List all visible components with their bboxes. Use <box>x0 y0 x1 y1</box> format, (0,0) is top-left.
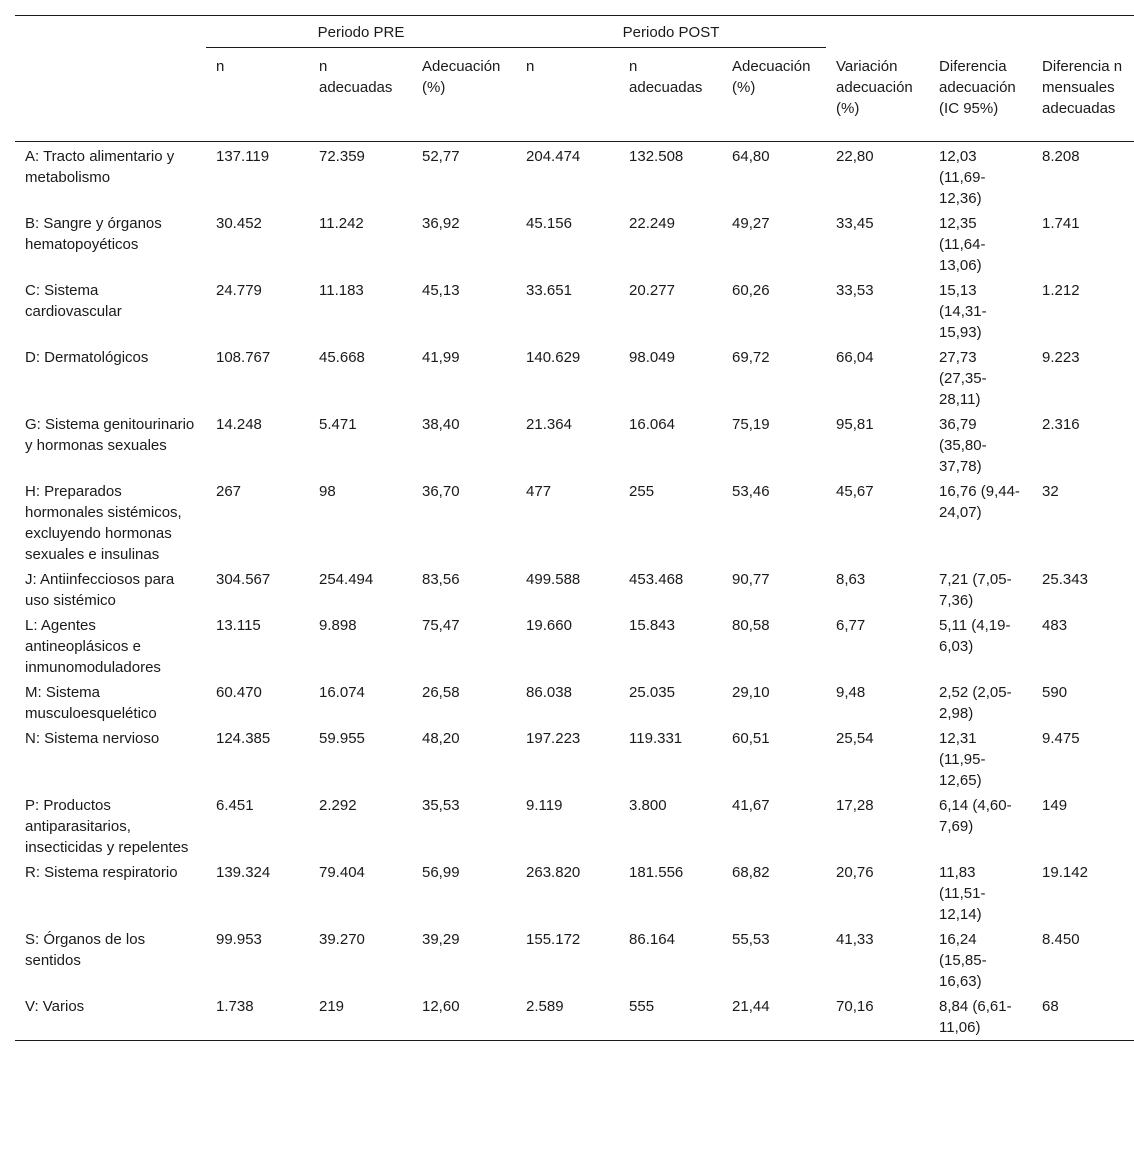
table-cell: 12,35 (11,64-13,06) <box>939 215 986 274</box>
table-cell: 26,58 <box>422 684 460 701</box>
table-cell: 53,46 <box>732 483 770 500</box>
table-cell: 99.953 <box>216 931 262 948</box>
table-cell: 17,28 <box>836 797 874 814</box>
row-label: H: Preparados hormonales sistémicos, excluyendo hormonas sexuales e insulinas <box>25 483 182 563</box>
table-cell: 95,81 <box>836 416 874 433</box>
table-cell: 21,44 <box>722 992 826 1041</box>
table-cell: 1.741 <box>1042 215 1080 232</box>
table-cell: 33.651 <box>526 282 572 299</box>
table-cell: 7,21 (7,05-7,36) <box>939 571 1012 609</box>
table-cell: 2.292 <box>319 797 357 814</box>
table-cell: 98 <box>319 483 336 500</box>
table-cell: 60.470 <box>216 684 262 701</box>
table-cell: 590 <box>1042 684 1068 701</box>
table-cell: 33,45 <box>836 215 874 232</box>
table-cell: 155.172 <box>526 931 581 948</box>
table-cell: 5.471 <box>319 416 357 433</box>
table-cell: 36,92 <box>422 215 460 232</box>
table-cell: 55,53 <box>732 931 770 948</box>
table-cell: 6,14 (4,60-7,69) <box>939 797 1012 835</box>
table-cell: 69,72 <box>732 349 770 366</box>
table-cell: 453.468 <box>629 571 684 588</box>
table-cell: 49,27 <box>732 215 770 232</box>
table-cell: 64,80 <box>732 148 770 165</box>
table-cell: 477 <box>526 483 552 500</box>
table-row <box>15 410 1134 477</box>
col-header-pre-n: n <box>216 58 225 75</box>
row-label: G: Sistema genitourinario y hormonas sexuales <box>25 416 195 454</box>
table-cell: 19.660 <box>526 617 572 634</box>
table-cell: 56,99 <box>422 864 460 881</box>
row-label: N: Sistema nervioso <box>25 730 160 747</box>
table-cell: 2,52 (2,05-2,98) <box>939 684 1012 722</box>
table-cell: 60,51 <box>732 730 770 747</box>
table-cell: 90,77 <box>732 571 770 588</box>
table-cell: 132.508 <box>629 148 684 165</box>
table-cell: 19.142 <box>1042 864 1088 881</box>
table-cell: 25.035 <box>629 684 675 701</box>
table-cell: 45.156 <box>526 215 572 232</box>
table-cell: 32 <box>1042 483 1059 500</box>
table-cell: 9.119 <box>526 797 563 814</box>
results-table <box>15 15 1134 1041</box>
table-cell: 24.779 <box>216 282 262 299</box>
table-cell: 68,82 <box>732 864 770 881</box>
table-cell: 48,20 <box>422 730 460 747</box>
row-label: A: Tracto alimentario y metabolismo <box>25 148 175 186</box>
row-label: L: Agentes antineoplásicos e inmunomoduladores <box>25 617 161 676</box>
table-row <box>15 276 1134 343</box>
table-cell: 137.119 <box>216 148 270 165</box>
table-row <box>15 858 1134 925</box>
row-label: R: Sistema respiratorio <box>25 864 178 881</box>
table-cell: 16.074 <box>319 684 365 701</box>
table-cell: 12,60 <box>412 992 516 1041</box>
table-cell: 35,53 <box>422 797 460 814</box>
table-row <box>15 925 1134 992</box>
col-header-diferencia-mensual: Diferencia n mensuales adecuadas <box>1042 57 1123 117</box>
table-row <box>15 791 1134 858</box>
table-row <box>15 565 1134 611</box>
table-cell: 12,31 (11,95-12,65) <box>939 730 986 789</box>
table-cell: 11,83 (11,51-12,14) <box>939 864 986 923</box>
table-cell: 9,48 <box>836 684 866 701</box>
col-header-pre-adecuacion: Adecuación (%) <box>422 58 501 96</box>
table-cell: 16.064 <box>629 416 675 433</box>
table-cell: 8,84 (6,61-11,06) <box>929 992 1032 1041</box>
table-cell: 139.324 <box>216 864 271 881</box>
table-row <box>15 724 1134 791</box>
row-label: M: Sistema musculoesquelético <box>25 684 157 722</box>
table-row <box>15 678 1134 724</box>
table-row <box>15 209 1134 276</box>
table-cell: 140.629 <box>526 349 581 366</box>
table-cell: 9.898 <box>319 617 357 634</box>
table-cell: 8.450 <box>1042 931 1080 948</box>
table-cell: 9.475 <box>1042 730 1080 747</box>
table-cell: 41,33 <box>836 931 874 948</box>
table-cell: 16,76 (9,44-24,07) <box>939 483 1020 521</box>
table-cell: 555 <box>619 992 722 1041</box>
table-cell: 263.820 <box>526 864 581 881</box>
table-cell: 254.494 <box>319 571 374 588</box>
group-header-post: Periodo POST <box>516 16 826 48</box>
table-cell: 8.208 <box>1042 148 1080 165</box>
table-cell: 20.277 <box>629 282 675 299</box>
table-cell: 108.767 <box>216 349 271 366</box>
table-cell: 66,04 <box>836 349 874 366</box>
table-cell: 33,53 <box>836 282 874 299</box>
row-label: P: Productos antiparasitarios, insecticidas y repelentes <box>25 797 189 856</box>
row-label: D: Dermatológicos <box>25 349 149 366</box>
table-cell: 36,70 <box>422 483 460 500</box>
table-cell: 255 <box>629 483 655 500</box>
table-cell: 149 <box>1042 797 1068 814</box>
table-cell: 13.115 <box>216 617 261 634</box>
table-cell: 39,29 <box>422 931 460 948</box>
table-cell: 20,76 <box>836 864 874 881</box>
table-cell: 119.331 <box>629 730 683 747</box>
table-row <box>15 992 1134 1041</box>
table-row <box>15 142 1134 210</box>
col-header-variacion: Variación adecuación (%) <box>836 57 913 117</box>
col-header-diferencia-ic: Diferencia adecuación (IC 95%) <box>939 57 1016 117</box>
table-cell: 15,13 (14,31-15,93) <box>939 282 987 341</box>
table-row <box>15 611 1134 678</box>
table-cell: 124.385 <box>216 730 271 747</box>
table-cell: 45,67 <box>836 483 874 500</box>
table-cell: 75,47 <box>422 617 460 634</box>
table-cell: 22,80 <box>836 148 874 165</box>
table-cell: 52,77 <box>422 148 460 165</box>
table-cell: 29,10 <box>732 684 770 701</box>
row-label: J: Antiinfecciosos para uso sistémico <box>25 571 175 609</box>
table-cell: 83,56 <box>422 571 460 588</box>
table-row <box>15 477 1134 565</box>
row-label: S: Órganos de los sentidos <box>25 931 146 969</box>
table-cell: 3.800 <box>629 797 667 814</box>
table-cell: 86.164 <box>629 931 675 948</box>
table-cell: 204.474 <box>526 148 581 165</box>
table-cell: 11.242 <box>319 215 364 232</box>
table-cell: 6,77 <box>836 617 866 634</box>
table-cell: 72.359 <box>319 148 365 165</box>
table-cell: 5,11 (4,19-6,03) <box>939 617 1011 655</box>
table-cell: 86.038 <box>526 684 572 701</box>
table-cell: 499.588 <box>526 571 581 588</box>
table-cell: 45.668 <box>319 349 365 366</box>
table-cell: 267 <box>216 483 242 500</box>
table-cell: 1.738 <box>206 992 309 1041</box>
table-cell: 30.452 <box>216 215 262 232</box>
table-cell: 36,79 (35,80-37,78) <box>939 416 987 475</box>
header-empty-cell <box>15 16 206 48</box>
table-cell: 6.451 <box>216 797 254 814</box>
table-cell: 304.567 <box>216 571 271 588</box>
row-label: B: Sangre y órganos hematopoyéticos <box>25 215 162 253</box>
table-body <box>15 142 1134 1041</box>
table-cell: 11.183 <box>319 282 364 299</box>
row-label: V: Varios <box>15 992 206 1041</box>
table-cell: 12,03 (11,69-12,36) <box>939 148 986 207</box>
table-cell: 181.556 <box>629 864 684 881</box>
row-label: C: Sistema cardiovascular <box>25 282 122 320</box>
col-header-post-adecuacion: Adecuación (%) <box>732 58 811 96</box>
table-cell: 60,26 <box>732 282 770 299</box>
group-header-pre: Periodo PRE <box>206 16 516 48</box>
table-cell: 1.212 <box>1042 282 1080 299</box>
table-cell: 39.270 <box>319 931 365 948</box>
col-header-pre-n-adecuadas: n adecuadas <box>319 58 393 96</box>
table-cell: 75,19 <box>732 416 770 433</box>
table-row <box>15 343 1134 410</box>
table-header <box>15 16 1134 142</box>
col-header-post-n-adecuadas: n adecuadas <box>629 58 703 96</box>
table-cell: 14.248 <box>216 416 262 433</box>
table-cell: 483 <box>1042 617 1068 634</box>
table-cell: 8,63 <box>836 571 866 588</box>
col-header-post-n: n <box>526 58 535 75</box>
table-cell: 68 <box>1032 992 1134 1041</box>
table-cell: 9.223 <box>1042 349 1080 366</box>
table-cell: 2.316 <box>1042 416 1080 433</box>
table-cell: 25.343 <box>1042 571 1088 588</box>
table-cell: 70,16 <box>826 992 929 1041</box>
table-cell: 15.843 <box>629 617 675 634</box>
table-cell: 27,73 (27,35-28,11) <box>939 349 987 408</box>
table-cell: 41,67 <box>732 797 770 814</box>
table-cell: 41,99 <box>422 349 460 366</box>
table-cell: 98.049 <box>629 349 675 366</box>
table-cell: 197.223 <box>526 730 581 747</box>
table-cell: 80,58 <box>732 617 770 634</box>
table-cell: 45,13 <box>422 282 460 299</box>
table-cell: 38,40 <box>422 416 460 433</box>
table-cell: 219 <box>309 992 412 1041</box>
table-cell: 25,54 <box>836 730 874 747</box>
table-cell: 2.589 <box>516 992 619 1041</box>
table-cell: 22.249 <box>629 215 675 232</box>
table-cell: 59.955 <box>319 730 365 747</box>
table-cell: 21.364 <box>526 416 572 433</box>
table-cell: 79.404 <box>319 864 365 881</box>
table-cell: 16,24 (15,85-16,63) <box>939 931 987 990</box>
